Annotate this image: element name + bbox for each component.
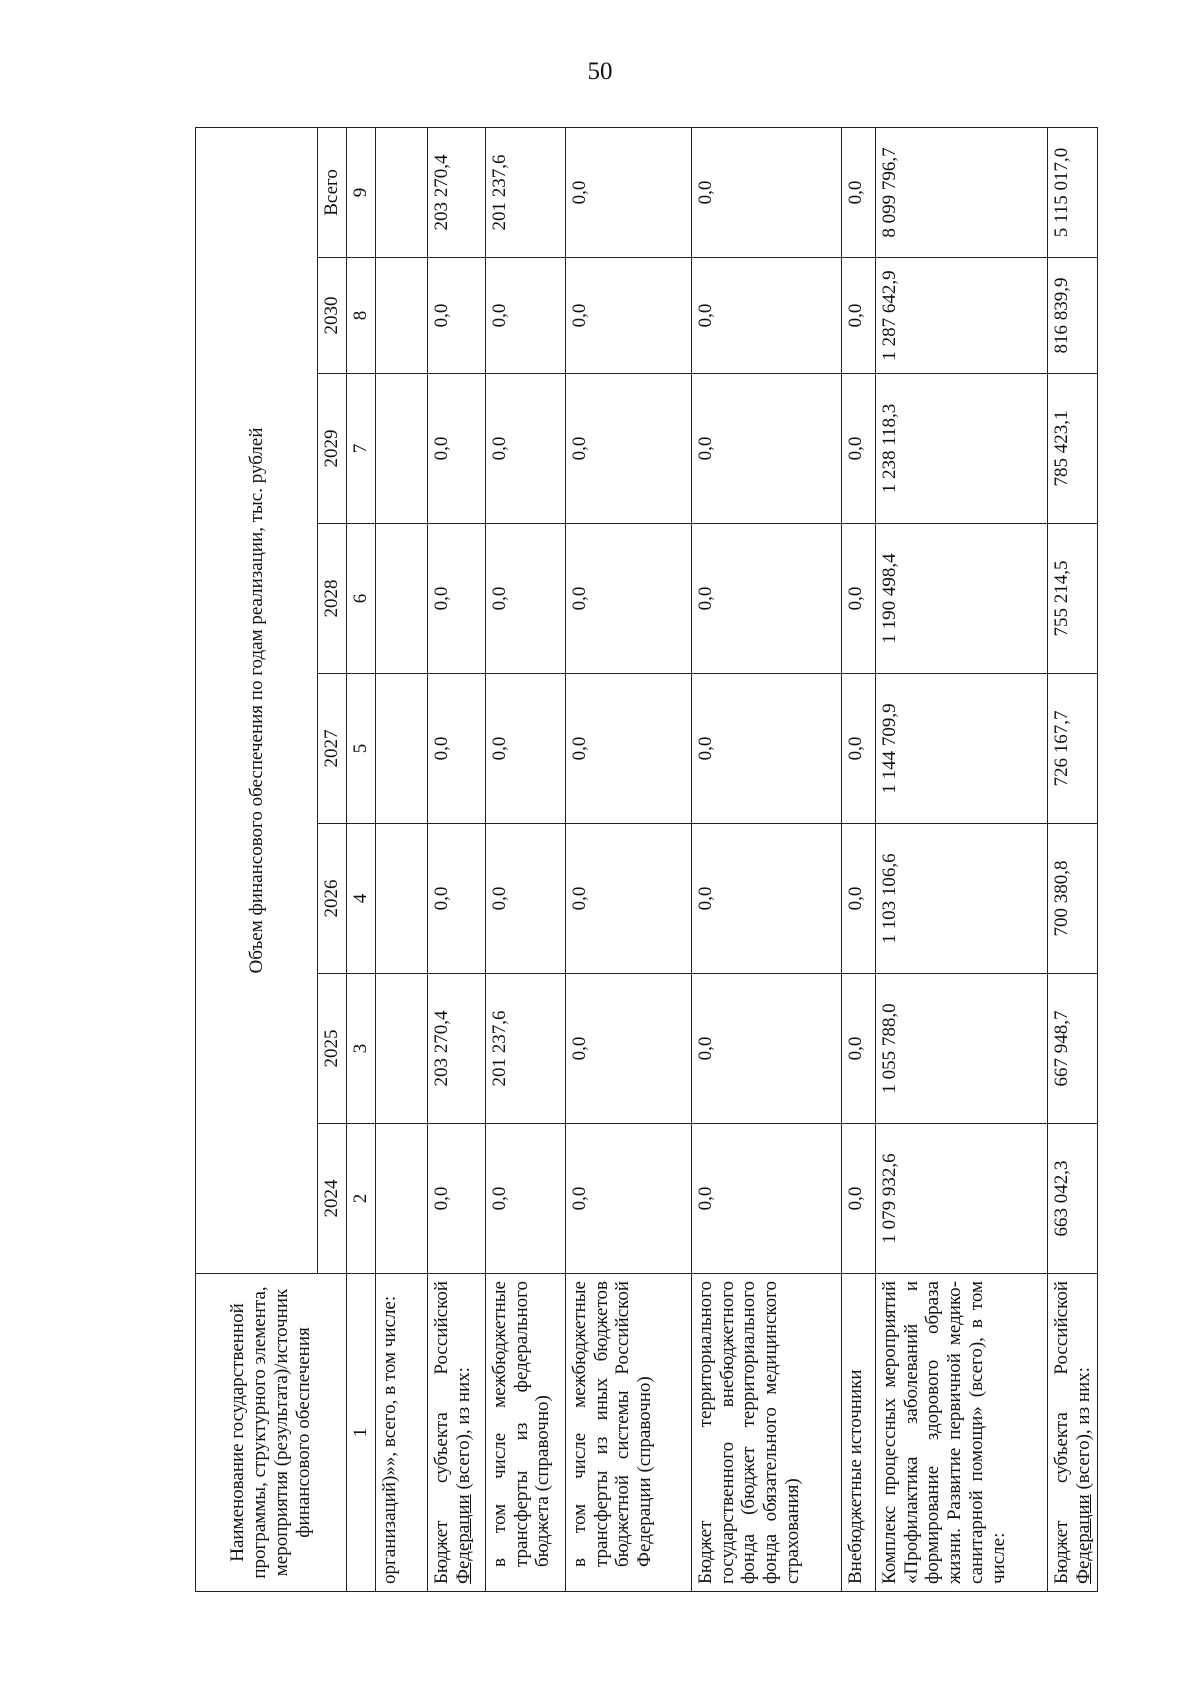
row-value: 0,0 bbox=[427, 824, 485, 974]
row-value bbox=[375, 674, 427, 824]
column-number: 4 bbox=[346, 824, 375, 974]
header-year: 2024 bbox=[318, 1124, 347, 1274]
row-name: в том числе межбюджетные трансферты из иных бюджетов бюджетной системы Российской Федерации (справочно) bbox=[565, 1274, 691, 1592]
row-value: 5 115 017,0 bbox=[1047, 127, 1098, 257]
row-value: 816 839,9 bbox=[1047, 258, 1098, 374]
rotated-table-wrapper bbox=[195, 128, 1094, 1592]
row-value: 0,0 bbox=[485, 674, 565, 824]
column-number: 7 bbox=[346, 374, 375, 524]
row-value: 0,0 bbox=[691, 127, 841, 257]
page-number: 50 bbox=[587, 58, 613, 85]
table-row bbox=[485, 127, 565, 1591]
row-name-underlined: Федерации bbox=[1072, 1494, 1094, 1584]
row-value bbox=[375, 374, 427, 524]
table-row bbox=[565, 127, 691, 1591]
table-row bbox=[691, 127, 841, 1591]
row-value: 0,0 bbox=[841, 524, 875, 674]
row-value: 201 237,6 bbox=[485, 127, 565, 257]
header-year: 2030 bbox=[318, 258, 347, 374]
row-value: 700 380,8 bbox=[1047, 824, 1098, 974]
row-value: 0,0 bbox=[841, 824, 875, 974]
header-year: 2027 bbox=[318, 674, 347, 824]
row-value: 0,0 bbox=[565, 824, 691, 974]
table-row bbox=[1047, 127, 1098, 1591]
column-number: 8 bbox=[346, 258, 375, 374]
table-row bbox=[375, 127, 427, 1591]
row-value: 1 144 709,9 bbox=[875, 674, 1047, 824]
row-name-suffix: (всего), из них: bbox=[452, 1367, 474, 1495]
row-name: Комплекс процессных мероприятий «Профилактика заболеваний и формирование здорового образа жизни. Развитие первичной медико-санитарной помощи» (всего), в том числе: bbox=[875, 1274, 1047, 1592]
row-value: 0,0 bbox=[841, 974, 875, 1124]
row-value: 0,0 bbox=[485, 524, 565, 674]
table-row bbox=[875, 127, 1047, 1591]
row-value: 0,0 bbox=[691, 374, 841, 524]
header-name-column: Наименование государственной программы, структурного элемента, мероприятия (результата)/источник финансового обеспечения bbox=[196, 1274, 347, 1592]
row-value: 0,0 bbox=[691, 524, 841, 674]
row-value: 1 103 106,6 bbox=[875, 824, 1047, 974]
row-value: 0,0 bbox=[485, 374, 565, 524]
row-value bbox=[375, 258, 427, 374]
row-value: 785 423,1 bbox=[1047, 374, 1098, 524]
column-number: 9 bbox=[346, 127, 375, 257]
row-value: 0,0 bbox=[841, 374, 875, 524]
row-value: 0,0 bbox=[565, 674, 691, 824]
table-row bbox=[427, 127, 485, 1591]
row-name: организаций)»», всего, в том числе: bbox=[375, 1274, 427, 1592]
row-value: 1 287 642,9 bbox=[875, 258, 1047, 374]
row-value: 201 237,6 bbox=[485, 974, 565, 1124]
row-value: 203 270,4 bbox=[427, 974, 485, 1124]
column-number: 5 bbox=[346, 674, 375, 824]
row-value: 0,0 bbox=[485, 824, 565, 974]
row-value: 1 190 498,4 bbox=[875, 524, 1047, 674]
row-value: 0,0 bbox=[691, 674, 841, 824]
row-name bbox=[427, 1274, 485, 1592]
row-value bbox=[375, 524, 427, 674]
row-value: 0,0 bbox=[565, 974, 691, 1124]
header-year: 2026 bbox=[318, 824, 347, 974]
row-value bbox=[375, 974, 427, 1124]
column-number: 2 bbox=[346, 1124, 375, 1274]
row-value: 0,0 bbox=[427, 674, 485, 824]
table-row bbox=[841, 127, 875, 1591]
header-volume-title: Объем финансового обеспечения по годам реализации, тыс. рублей bbox=[196, 127, 318, 1273]
row-value: 0,0 bbox=[691, 824, 841, 974]
row-name-underlined: Федерации bbox=[452, 1494, 474, 1584]
row-name-prefix: Бюджет субъекта Российской bbox=[430, 1281, 452, 1584]
row-value: 0,0 bbox=[565, 524, 691, 674]
row-value: 0,0 bbox=[485, 1124, 565, 1274]
row-value: 667 948,7 bbox=[1047, 974, 1098, 1124]
header-year-total: Всего bbox=[318, 127, 347, 257]
header-year: 2029 bbox=[318, 374, 347, 524]
header-year: 2025 bbox=[318, 974, 347, 1124]
row-name: Бюджет территориального государственного внебюджетного фонда (бюджет территориального фонда обязательного медицинского страхования) bbox=[691, 1274, 841, 1592]
row-value: 0,0 bbox=[841, 674, 875, 824]
row-value: 0,0 bbox=[841, 258, 875, 374]
row-value: 0,0 bbox=[691, 1124, 841, 1274]
row-value: 0,0 bbox=[485, 258, 565, 374]
row-value: 0,0 bbox=[841, 1124, 875, 1274]
financing-table bbox=[195, 127, 1098, 1592]
row-value: 0,0 bbox=[691, 974, 841, 1124]
row-value bbox=[375, 1124, 427, 1274]
row-name-prefix: Бюджет субъекта Российской bbox=[1050, 1281, 1072, 1584]
column-number: 3 bbox=[346, 974, 375, 1124]
row-name: Внебюджетные источники bbox=[841, 1274, 875, 1592]
row-value: 663 042,3 bbox=[1047, 1124, 1098, 1274]
header-year: 2028 bbox=[318, 524, 347, 674]
row-name: в том числе межбюджетные трансферты из федерального бюджета (справочно) bbox=[485, 1274, 565, 1592]
row-value: 203 270,4 bbox=[427, 127, 485, 257]
row-value: 0,0 bbox=[565, 1124, 691, 1274]
row-value: 0,0 bbox=[427, 524, 485, 674]
column-numbers-row bbox=[346, 127, 375, 1591]
row-value bbox=[375, 824, 427, 974]
row-value: 0,0 bbox=[565, 127, 691, 257]
row-name bbox=[1047, 1274, 1098, 1592]
row-value: 0,0 bbox=[691, 258, 841, 374]
row-value: 0,0 bbox=[427, 258, 485, 374]
row-value: 0,0 bbox=[565, 374, 691, 524]
row-value: 0,0 bbox=[427, 1124, 485, 1274]
row-value: 1 055 788,0 bbox=[875, 974, 1047, 1124]
row-name-suffix: (всего), из них: bbox=[1072, 1367, 1094, 1495]
column-number: 6 bbox=[346, 524, 375, 674]
row-value bbox=[375, 127, 427, 257]
row-value: 1 238 118,3 bbox=[875, 374, 1047, 524]
row-value: 1 079 932,6 bbox=[875, 1124, 1047, 1274]
header-row-title bbox=[196, 127, 318, 1591]
row-value: 8 099 796,7 bbox=[875, 127, 1047, 257]
column-number: 1 bbox=[346, 1274, 375, 1592]
row-value: 755 214,5 bbox=[1047, 524, 1098, 674]
row-value: 0,0 bbox=[565, 258, 691, 374]
row-value: 0,0 bbox=[841, 127, 875, 257]
row-value: 726 167,7 bbox=[1047, 674, 1098, 824]
row-value: 0,0 bbox=[427, 374, 485, 524]
